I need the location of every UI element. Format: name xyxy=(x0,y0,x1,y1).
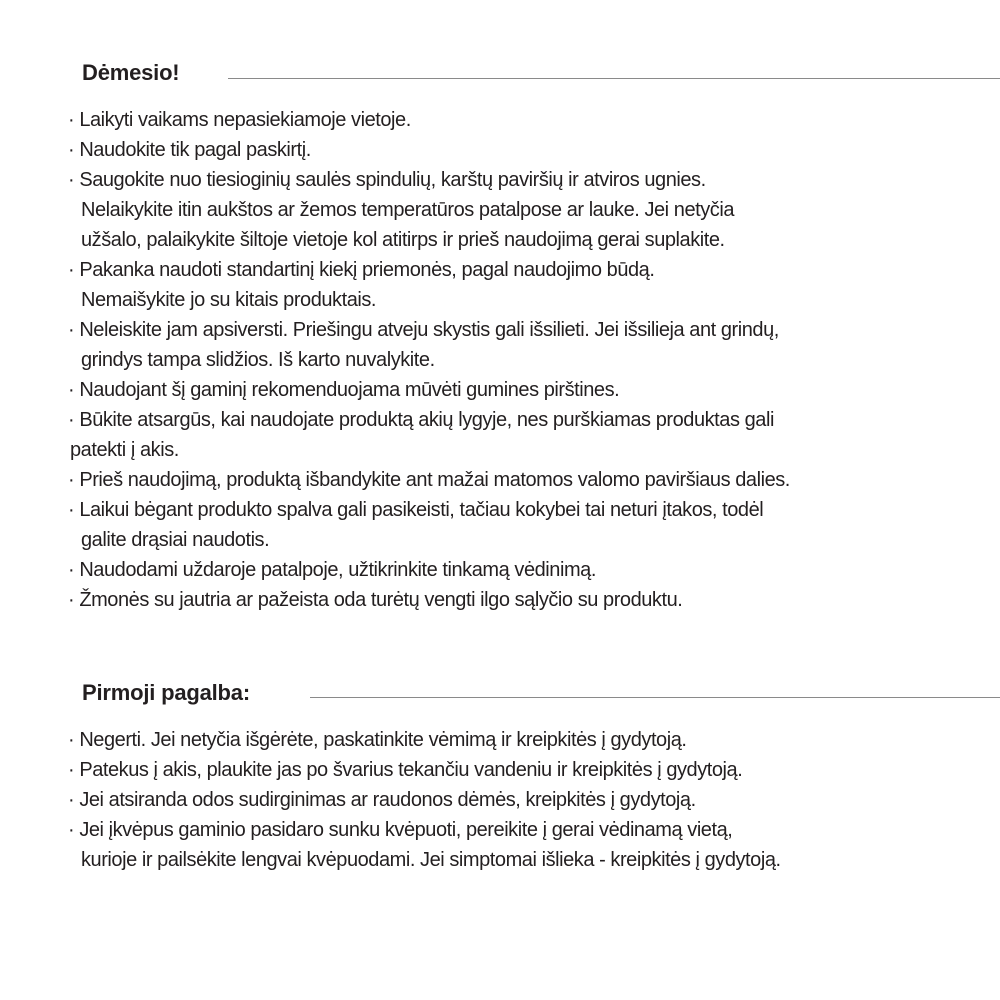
list-item-text: · Jei įkvėpus gaminio pasidaro sunku kvėpuoti, pereikite į gerai vėdinamą vietą, xyxy=(68,819,733,841)
section-heading xyxy=(82,58,179,88)
list-item xyxy=(68,495,790,555)
list-item-text: · Neleiskite jam apsiversti. Priešingu atveju skystis gali išsilieti. Jei išsilieja ant grindų, xyxy=(68,319,779,341)
list-item xyxy=(68,725,781,755)
list-item xyxy=(68,555,790,585)
list-item-continuation: galite drąsiai naudotis. xyxy=(81,529,270,551)
list-item xyxy=(68,755,781,785)
list-item-text: · Jei atsiranda odos sudirginimas ar raudonos dėmės, kreipkitės į gydytoją. xyxy=(68,789,696,811)
list-item-text: · Žmonės su jautria ar pažeista oda turėtų vengti ilgo sąlyčio su produktu. xyxy=(68,589,683,611)
list-item xyxy=(68,105,790,135)
list-item xyxy=(68,585,790,615)
list-item-text: · Būkite atsargūs, kai naudojate produktą akių lygyje, nes purškiamas produktas gali xyxy=(68,409,774,431)
list-item-text: · Saugokite nuo tiesioginių saulės spindulių, karštų paviršių ir atviros ugnies. xyxy=(68,169,706,191)
list-item-text: · Pakanka naudoti standartinį kiekį priemonės, pagal naudojimo būdą. xyxy=(68,259,655,281)
list-item-text: · Laikyti vaikams nepasiekiamoje vietoje. xyxy=(68,109,411,131)
warning-list xyxy=(68,105,790,615)
list-item-continuation: Nelaikykite itin aukštos ar žemos temperatūros patalpose ar lauke. Jei netyčia xyxy=(81,199,735,221)
list-item xyxy=(68,815,781,875)
list-item xyxy=(68,465,790,495)
heading-divider xyxy=(228,78,1000,79)
list-item xyxy=(68,785,781,815)
first-aid-list xyxy=(68,725,781,875)
list-item-continuation: grindys tampa slidžios. Iš karto nuvalykite. xyxy=(81,349,435,371)
heading-divider xyxy=(310,697,1000,698)
first-aid-title: Pirmoji pagalba: xyxy=(82,680,250,705)
list-item-text: · Laikui bėgant produkto spalva gali pasikeisti, tačiau kokybei tai neturi įtakos, todėl xyxy=(68,499,764,521)
list-item-continuation: kurioje ir pailsėkite lengvai kvėpuodami. Jei simptomai išlieka - kreipkitės į gydytoją. xyxy=(81,849,781,871)
list-item-text: · Prieš naudojimą, produktą išbandykite ant mažai matomos valomo paviršiaus dalies. xyxy=(68,469,790,491)
list-item-text: · Naudojant šį gaminį rekomenduojama mūvėti gumines pirštines. xyxy=(68,379,620,401)
list-item-continuation: patekti į akis. xyxy=(70,439,179,461)
list-item-text: · Negerti. Jei netyčia išgėrėte, paskatinkite vėmimą ir kreipkitės į gydytoją. xyxy=(68,729,687,751)
list-item-text: · Patekus į akis, plaukite jas po švarius tekančiu vandeniu ir kreipkitės į gydytoją. xyxy=(68,759,743,781)
list-item xyxy=(68,405,790,465)
list-item-text: · Naudodami uždaroje patalpoje, užtikrinkite tinkamą vėdinimą. xyxy=(68,559,596,581)
list-item xyxy=(68,375,790,405)
list-item xyxy=(68,135,790,165)
list-item-text: · Naudokite tik pagal paskirtį. xyxy=(68,139,311,161)
warning-title: Dėmesio! xyxy=(82,60,180,85)
list-item xyxy=(68,165,790,255)
section-heading xyxy=(82,678,250,708)
list-item xyxy=(68,255,790,315)
list-item xyxy=(68,315,790,375)
list-item-continuation: užšalo, palaikykite šiltoje vietoje kol atitirps ir prieš naudojimą gerai suplakite. xyxy=(81,229,725,251)
list-item-continuation: Nemaišykite jo su kitais produktais. xyxy=(81,289,377,311)
